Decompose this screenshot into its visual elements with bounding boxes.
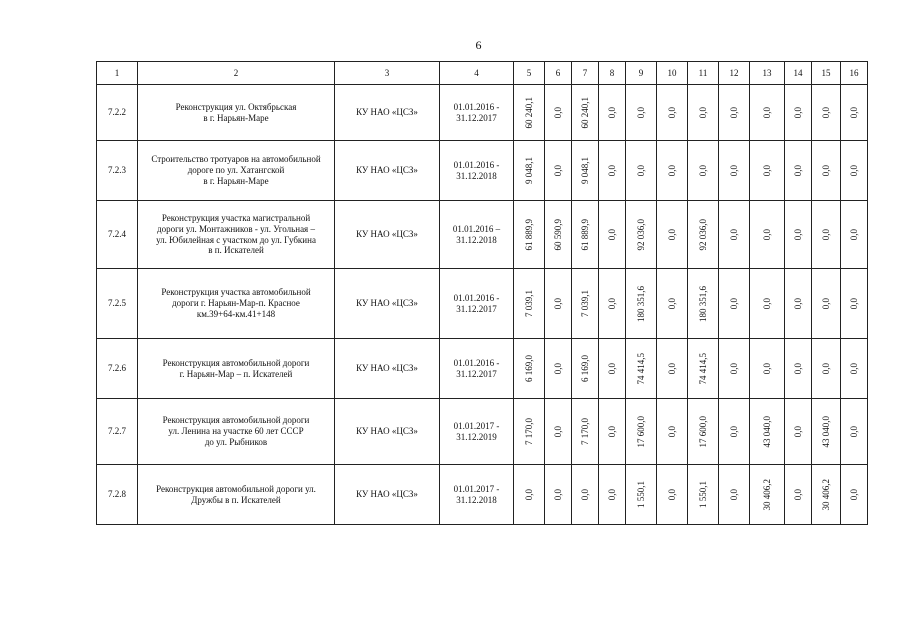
value-cell: [626, 141, 657, 201]
table-row: [97, 141, 868, 201]
item-name: [138, 339, 335, 399]
value-cell: [572, 269, 599, 339]
value-text: 0,0: [820, 228, 831, 241]
value-cell: [719, 269, 750, 339]
value-cell: [719, 399, 750, 465]
column-header: 10: [657, 62, 688, 85]
value-text: 61 889,9: [523, 218, 534, 251]
value-cell: [785, 399, 812, 465]
value-cell: [545, 85, 572, 141]
value-text: 7 039,1: [523, 290, 534, 317]
period-line: 31.12.2017: [456, 303, 497, 314]
item-name-line: км.39+64-км.41+148: [196, 308, 276, 319]
item-name-line: дороге по ул. Хатангской: [187, 165, 285, 176]
period-line: 01.01.2017 -: [453, 483, 500, 494]
value-cell: [545, 465, 572, 525]
value-cell: [626, 85, 657, 141]
value-cell: [572, 399, 599, 465]
value-cell: [514, 269, 545, 339]
value-text: 0,0: [848, 297, 859, 310]
table-row: [97, 269, 868, 339]
value-cell: [750, 465, 785, 525]
value-cell: [657, 141, 688, 201]
value-cell: [657, 339, 688, 399]
value-text: 0,0: [523, 488, 534, 501]
period-line: 01.01.2016 -: [453, 159, 500, 170]
value-cell: [750, 399, 785, 465]
column-header: 12: [719, 62, 750, 85]
value-cell: [599, 201, 626, 269]
value-text: 0,0: [579, 488, 590, 501]
responsible-org: КУ НАО «ЦСЗ»: [335, 141, 440, 201]
column-header: 7: [572, 62, 599, 85]
value-text: 0,0: [606, 362, 617, 375]
value-text: 0,0: [666, 425, 677, 438]
item-code: 7.2.5: [97, 269, 138, 339]
value-text: 7 170,0: [523, 418, 534, 445]
value-cell: [572, 201, 599, 269]
value-cell: [626, 269, 657, 339]
value-cell: [785, 269, 812, 339]
value-text: 17 600,0: [697, 415, 708, 448]
value-cell: [514, 85, 545, 141]
item-name-line: Реконструкция автомобильной дороги ул.: [156, 483, 316, 494]
value-text: 180 351,6: [635, 285, 646, 322]
column-header: 13: [750, 62, 785, 85]
value-text: 1 550,1: [635, 481, 646, 508]
value-text: 0,0: [728, 488, 739, 501]
value-cell: [514, 339, 545, 399]
value-text: 0,0: [552, 488, 563, 501]
value-cell: [657, 465, 688, 525]
period: [440, 85, 514, 141]
item-code: 7.2.4: [97, 201, 138, 269]
period-line: 01.01.2016 -: [453, 292, 500, 303]
period: [440, 201, 514, 269]
value-text: 9 048,1: [523, 157, 534, 184]
column-header: 11: [688, 62, 719, 85]
value-text: 0,0: [848, 488, 859, 501]
value-cell: [657, 201, 688, 269]
value-cell: [719, 339, 750, 399]
value-cell: [841, 269, 868, 339]
value-text: 6 169,0: [523, 355, 534, 382]
value-text: 180 351,6: [697, 285, 708, 322]
value-text: 0,0: [848, 164, 859, 177]
value-text: 0,0: [792, 164, 803, 177]
value-text: 0,0: [761, 106, 772, 119]
value-cell: [626, 465, 657, 525]
period-line: 31.12.2017: [456, 368, 497, 379]
value-text: 0,0: [792, 425, 803, 438]
value-cell: [785, 85, 812, 141]
value-text: 0,0: [761, 164, 772, 177]
value-cell: [545, 201, 572, 269]
value-text: 9 048,1: [579, 157, 590, 184]
period: [440, 339, 514, 399]
value-cell: [688, 339, 719, 399]
value-text: 0,0: [552, 297, 563, 310]
item-code: 7.2.6: [97, 339, 138, 399]
value-cell: [657, 85, 688, 141]
column-header: 9: [626, 62, 657, 85]
program-table: [96, 61, 868, 525]
value-text: 0,0: [635, 164, 646, 177]
value-cell: [514, 201, 545, 269]
value-cell: [626, 339, 657, 399]
value-cell: [719, 465, 750, 525]
value-cell: [514, 399, 545, 465]
value-text: 0,0: [820, 164, 831, 177]
value-cell: [599, 465, 626, 525]
value-cell: [626, 399, 657, 465]
value-cell: [599, 339, 626, 399]
value-text: 0,0: [848, 425, 859, 438]
value-text: 1 550,1: [697, 481, 708, 508]
value-text: 0,0: [666, 228, 677, 241]
period-line: 01.01.2016 -: [453, 101, 500, 112]
value-cell: [599, 141, 626, 201]
column-header: 16: [841, 62, 868, 85]
period: [440, 465, 514, 525]
value-text: 17 600,0: [635, 415, 646, 448]
value-cell: [841, 201, 868, 269]
value-text: 60 240,1: [523, 96, 534, 129]
column-header: 2: [138, 62, 335, 85]
value-text: 0,0: [552, 362, 563, 375]
value-text: 0,0: [848, 106, 859, 119]
item-name-line: г. Нарьян-Мар – п. Искателей: [179, 368, 293, 379]
header-row: [97, 62, 868, 85]
value-text: 0,0: [606, 488, 617, 501]
period-line: 01.01.2016 –: [452, 223, 501, 234]
value-cell: [812, 201, 841, 269]
value-text: 0,0: [666, 164, 677, 177]
value-cell: [688, 201, 719, 269]
value-text: 0,0: [728, 362, 739, 375]
value-cell: [785, 339, 812, 399]
value-cell: [812, 339, 841, 399]
column-header: 4: [440, 62, 514, 85]
value-text: 0,0: [606, 164, 617, 177]
value-text: 0,0: [728, 425, 739, 438]
value-text: 0,0: [792, 106, 803, 119]
page-number: 6: [475, 38, 482, 52]
table-row: [97, 201, 868, 269]
value-text: 6 169,0: [579, 355, 590, 382]
item-name-line: в г. Нарьян-Маре: [203, 175, 269, 186]
value-cell: [599, 269, 626, 339]
value-cell: [750, 85, 785, 141]
value-cell: [545, 399, 572, 465]
value-text: 0,0: [552, 164, 563, 177]
value-cell: [785, 465, 812, 525]
value-text: 0,0: [606, 228, 617, 241]
item-name: [138, 141, 335, 201]
column-header: 8: [599, 62, 626, 85]
value-text: 7 039,1: [579, 290, 590, 317]
value-cell: [514, 465, 545, 525]
item-name: [138, 465, 335, 525]
value-cell: [572, 339, 599, 399]
value-cell: [841, 339, 868, 399]
value-cell: [688, 269, 719, 339]
item-name-line: ул. Юбилейная с участком до ул. Губкина: [156, 234, 316, 245]
value-cell: [514, 141, 545, 201]
value-cell: [812, 465, 841, 525]
responsible-org: КУ НАО «ЦСЗ»: [335, 201, 440, 269]
value-text: 0,0: [666, 297, 677, 310]
period-line: 31.12.2018: [456, 494, 497, 505]
responsible-org: КУ НАО «ЦСЗ»: [335, 85, 440, 141]
column-header: 14: [785, 62, 812, 85]
value-text: 0,0: [666, 488, 677, 501]
value-text: 0,0: [606, 425, 617, 438]
value-text: 0,0: [635, 106, 646, 119]
value-cell: [750, 269, 785, 339]
value-text: 0,0: [552, 106, 563, 119]
value-text: 0,0: [761, 362, 772, 375]
value-text: 0,0: [820, 362, 831, 375]
value-cell: [688, 465, 719, 525]
period-line: 31.12.2019: [456, 431, 497, 442]
value-text: 0,0: [820, 297, 831, 310]
value-text: 0,0: [761, 228, 772, 241]
value-cell: [545, 339, 572, 399]
value-cell: [719, 141, 750, 201]
value-cell: [545, 269, 572, 339]
table-row: [97, 85, 868, 141]
item-name-line: в п. Искателей: [208, 245, 264, 256]
value-cell: [626, 201, 657, 269]
column-header: 6: [545, 62, 572, 85]
value-text: 0,0: [761, 297, 772, 310]
item-name-line: Реконструкция ул. Октябрьская: [175, 101, 297, 112]
value-text: 0,0: [792, 362, 803, 375]
value-cell: [750, 339, 785, 399]
value-cell: [657, 269, 688, 339]
value-text: 61 889,9: [579, 218, 590, 251]
item-name-line: Реконструкция участка автомобильной: [161, 287, 311, 298]
table-row: [97, 339, 868, 399]
value-cell: [719, 201, 750, 269]
responsible-org: КУ НАО «ЦСЗ»: [335, 269, 440, 339]
value-text: 0,0: [728, 297, 739, 310]
value-text: 0,0: [848, 228, 859, 241]
table-row: [97, 465, 868, 525]
value-text: 0,0: [792, 488, 803, 501]
column-header: 15: [812, 62, 841, 85]
value-cell: [812, 141, 841, 201]
item-name-line: ул. Ленина на участке 60 лет СССР: [168, 426, 304, 437]
value-cell: [688, 141, 719, 201]
item-name-line: Реконструкция автомобильной дороги: [162, 415, 310, 426]
value-text: 92 036,0: [635, 218, 646, 251]
item-code: 7.2.2: [97, 85, 138, 141]
value-text: 30 406,2: [761, 478, 772, 511]
item-name-line: Строительство тротуаров на автомобильной: [151, 154, 321, 165]
value-cell: [785, 141, 812, 201]
value-text: 0,0: [697, 164, 708, 177]
value-text: 43 040,0: [761, 415, 772, 448]
value-text: 0,0: [552, 425, 563, 438]
value-cell: [785, 201, 812, 269]
value-cell: [750, 201, 785, 269]
value-cell: [572, 85, 599, 141]
value-text: 74 414,5: [697, 352, 708, 385]
value-text: 0,0: [606, 297, 617, 310]
value-cell: [545, 141, 572, 201]
period-line: 31.12.2017: [456, 112, 497, 123]
value-cell: [572, 465, 599, 525]
responsible-org: КУ НАО «ЦСЗ»: [335, 339, 440, 399]
item-name-line: до ул. Рыбников: [204, 436, 268, 447]
period: [440, 141, 514, 201]
value-text: 0,0: [792, 228, 803, 241]
item-name: [138, 269, 335, 339]
value-text: 0,0: [697, 106, 708, 119]
column-header: 5: [514, 62, 545, 85]
value-text: 7 170,0: [579, 418, 590, 445]
period-line: 01.01.2016 -: [453, 357, 500, 368]
value-cell: [688, 399, 719, 465]
value-text: 60 240,1: [579, 96, 590, 129]
value-cell: [572, 141, 599, 201]
value-text: 0,0: [666, 362, 677, 375]
column-header: 1: [97, 62, 138, 85]
period-line: 01.01.2017 -: [453, 420, 500, 431]
value-text: 43 040,0: [820, 415, 831, 448]
value-text: 0,0: [848, 362, 859, 375]
value-cell: [841, 85, 868, 141]
column-header: 3: [335, 62, 440, 85]
value-cell: [841, 141, 868, 201]
item-name-line: Реконструкция участка магистральной: [161, 212, 311, 223]
value-cell: [812, 269, 841, 339]
item-name: [138, 85, 335, 141]
period: [440, 399, 514, 465]
value-text: 0,0: [606, 106, 617, 119]
item-code: 7.2.7: [97, 399, 138, 465]
item-name-line: дороги ул. Монтажников - ул. Угольная –: [157, 223, 315, 234]
item-name: [138, 399, 335, 465]
value-cell: [841, 399, 868, 465]
value-text: 92 036,0: [697, 218, 708, 251]
item-name: [138, 201, 335, 269]
value-text: 0,0: [820, 106, 831, 119]
value-cell: [688, 85, 719, 141]
value-cell: [599, 85, 626, 141]
responsible-org: КУ НАО «ЦСЗ»: [335, 465, 440, 525]
value-cell: [841, 465, 868, 525]
value-cell: [750, 141, 785, 201]
item-name-line: в г. Нарьян-Маре: [203, 112, 269, 123]
item-code: 7.2.8: [97, 465, 138, 525]
responsible-org: КУ НАО «ЦСЗ»: [335, 399, 440, 465]
item-name-line: дороги г. Нарьян-Мар-п. Красное: [172, 298, 300, 309]
value-cell: [657, 399, 688, 465]
value-cell: [719, 85, 750, 141]
item-code: 7.2.3: [97, 141, 138, 201]
value-text: 0,0: [792, 297, 803, 310]
value-text: 30 406,2: [820, 478, 831, 511]
item-name-line: Дружбы в п. Искателей: [191, 494, 281, 505]
period-line: 31.12.2018: [456, 170, 497, 181]
value-text: 0,0: [728, 228, 739, 241]
period-line: 31.12.2018: [456, 234, 497, 245]
value-text: 74 414,5: [635, 352, 646, 385]
table-row: [97, 399, 868, 465]
period: [440, 269, 514, 339]
item-name-line: Реконструкция автомобильной дороги: [162, 357, 310, 368]
value-text: 0,0: [728, 106, 739, 119]
value-text: 0,0: [728, 164, 739, 177]
value-text: 60 590,9: [552, 218, 563, 251]
value-cell: [599, 399, 626, 465]
value-text: 0,0: [666, 106, 677, 119]
value-cell: [812, 85, 841, 141]
value-cell: [812, 399, 841, 465]
